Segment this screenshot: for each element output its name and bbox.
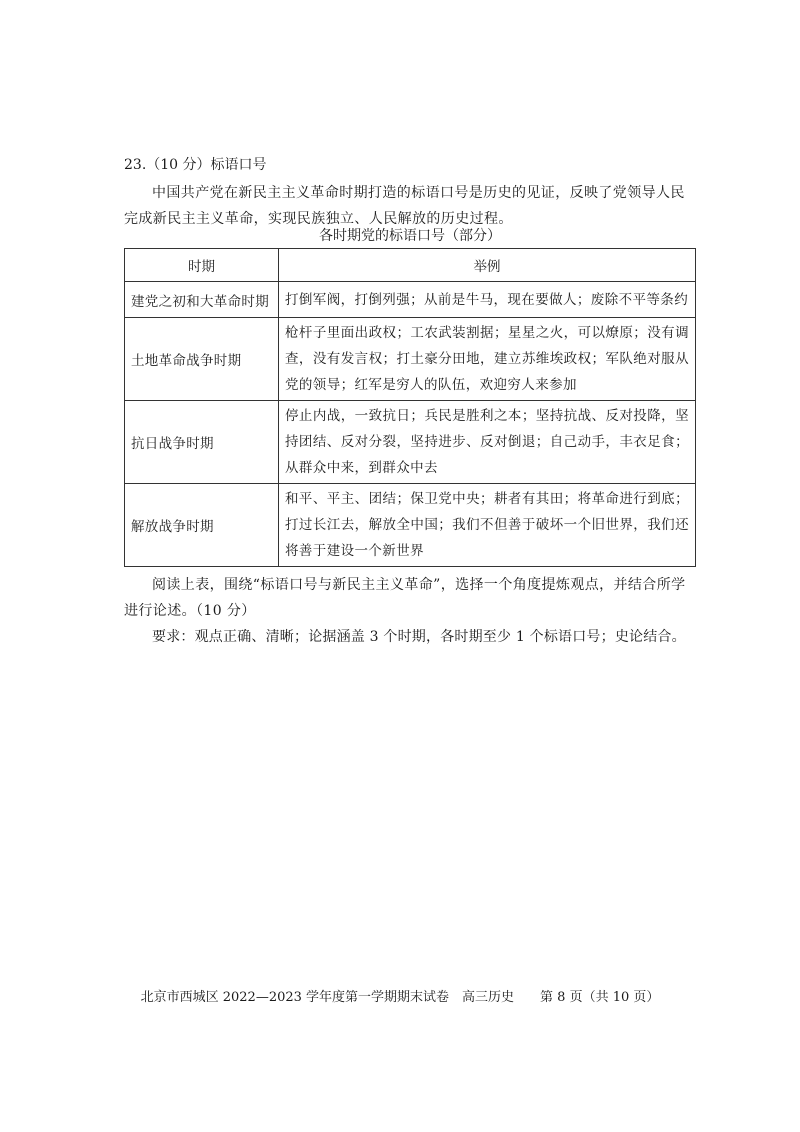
period-cell: 解放战争时期: [125, 484, 279, 567]
header-examples: 举例: [279, 249, 696, 282]
answer-requirement: 要求：观点正确、清晰；论据涵盖 3 个时期，各时期至少 1 个标语口号；史论结合。: [152, 629, 686, 645]
table-row: [125, 484, 696, 567]
question-intro: 中国共产党在新民主主义革命时期打造的标语口号是历史的见证，反映了党领导人民完成新民主主义革命，实现民族独立、人民解放的历史过程。: [124, 185, 685, 227]
reading-prompt: 阅读上表，围绕“标语口号与新民主主义革命”，选择一个角度提炼观点，并结合所学进行论述。（10 分）: [124, 577, 686, 619]
period-cell: 土地革命战争时期: [125, 318, 279, 401]
examples-cell: 和平、平主、团结；保卫党中央；耕者有其田；将革命进行到底；打过长江去，解放全中国；我们不但善于破坏一个旧世界，我们还将善于建设一个新世界: [279, 484, 696, 567]
period-cell: 建党之初和大革命时期: [125, 282, 279, 318]
question-title: 23.（10 分）标语口号: [124, 157, 267, 173]
header-period: 时期: [125, 249, 279, 282]
examples-cell: 打倒军阀，打倒列强；从前是牛马，现在要做人；废除不平等条约: [279, 282, 696, 318]
table-row: [125, 282, 696, 318]
table-row: [125, 401, 696, 484]
table-row: [125, 318, 696, 401]
slogan-table: [124, 248, 696, 567]
page-footer: 北京市西城区 2022—2023 学年度第一学期期末试卷 高三历史 第 8 页（共 10 页）: [140, 990, 660, 1005]
period-cell: 抗日战争时期: [125, 401, 279, 484]
table-header-row: [125, 249, 696, 282]
table-caption: 各时期党的标语口号（部分）: [319, 228, 501, 244]
examples-cell: 枪杆子里面出政权；工农武装割据；星星之火，可以燎原；没有调查，没有发言权；打土豪分田地，建立苏维埃政权；军队绝对服从党的领导；红军是穷人的队伍，欢迎穷人来参加: [279, 318, 696, 401]
examples-cell: 停止内战，一致抗日；兵民是胜利之本；坚持抗战、反对投降，坚持团结、反对分裂，坚持进步、反对倒退；自己动手，丰衣足食；从群众中来，到群众中去: [279, 401, 696, 484]
